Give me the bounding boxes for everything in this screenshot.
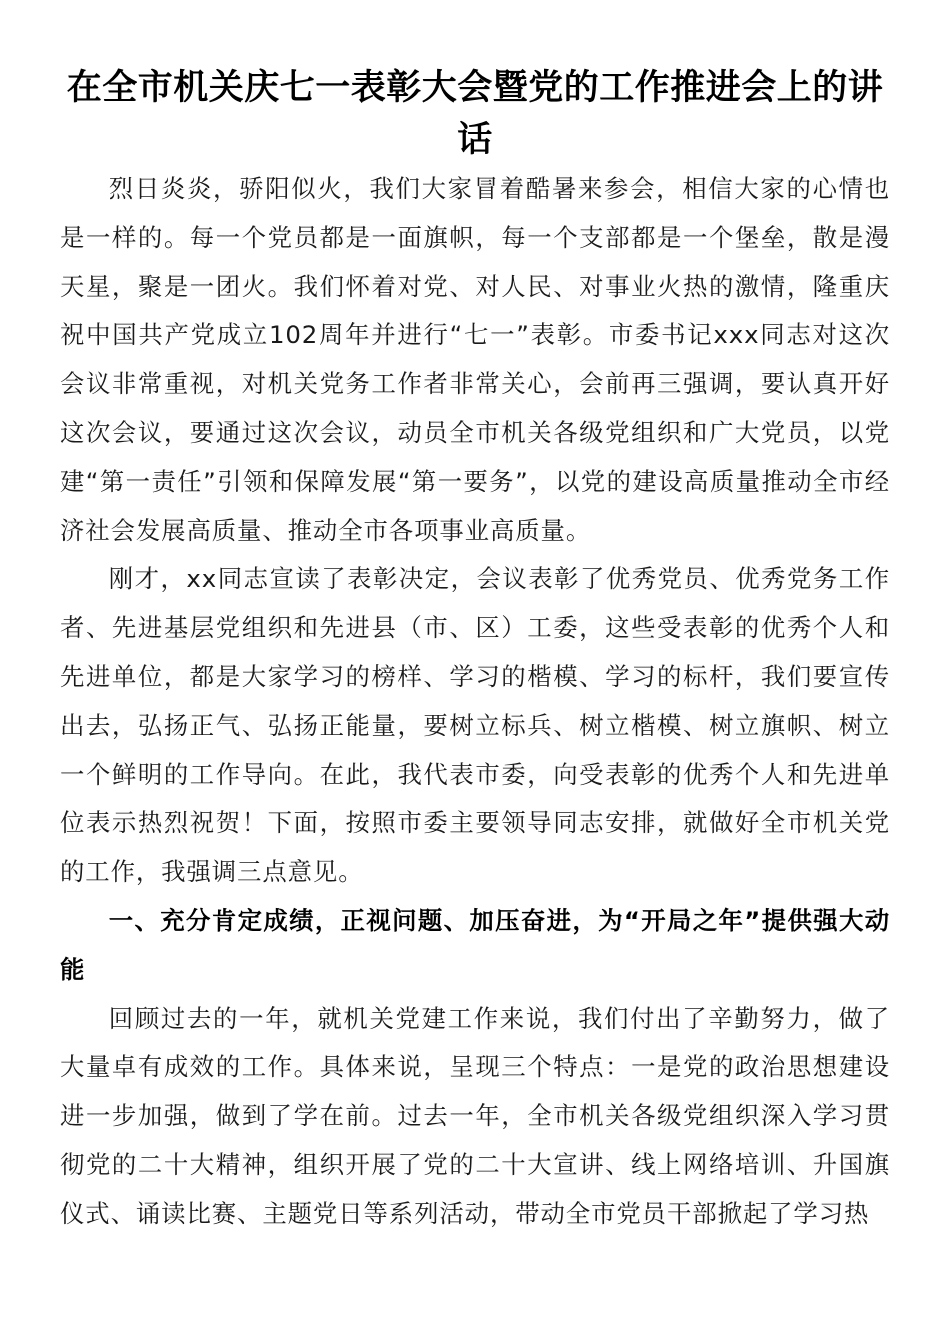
- page-title: 在全市机关庆七一表彰大会暨党的工作推进会上的讲话: [66, 67, 884, 160]
- body-paragraph-2: 刚才，xx同志宣读了表彰决定，会议表彰了优秀党员、优秀党务工作者、先进基层党组织和先进县（市、区）工委，这些受表彰的优秀个人和先进单位，都是大家学习的榜样、学习的楷模、学习的标杆，我们要宣传出去，弘扬正气、弘扬正能量，要树立标兵、树立楷模、树立旗帜、树立一个鲜明的工作导向。在此，我代表市委，向受表彰的优秀个人和先进单位表示热烈祝贺！下面，按照市委主要领导同志安排，就做好全市机关党的工作，我强调三点意见。: [60, 564, 890, 887]
- document-body: [60, 165, 890, 1239]
- body-paragraph-1: 烈日炎炎，骄阳似火，我们大家冒着酷暑来参会，相信大家的心情也是一样的。每一个党员都是一面旗帜，每一个支部都是一个堡垒，散是漫天星，聚是一团火。我们怀着对党、对人民、对事业火热的激情，隆重庆祝中国共产党成立102周年并进行“七一”表彰。市委书记xxx同志对这次会议非常重视，对机关党务工作者非常关心，会前再三强调，要认真开好这次会议，要通过这次会议，动员全市机关各级党组织和广大党员，以党建“第一责任”引领和保障发展“第一要务”，以党的建设高质量推动全市经济社会发展高质量、推动全市各项事业高质量。: [60, 174, 890, 545]
- section-heading-1: 一、充分肯定成绩，正视问题、加压奋进，为“开局之年”提供强大动能: [60, 905, 890, 984]
- body-paragraph-3: 回顾过去的一年，就机关党建工作来说，我们付出了辛勤努力，做了大量卓有成效的工作。具体来说，呈现三个特点：一是党的政治思想建设进一步加强，做到了学在前。过去一年，全市机关各级党组织深入学习贯彻党的二十大精神，组织开展了党的二十大宣讲、线上网络培训、升国旗仪式、诵读比赛、主题党日等系列活动，带动全市党员干部掀起了学习热: [60, 1003, 890, 1228]
